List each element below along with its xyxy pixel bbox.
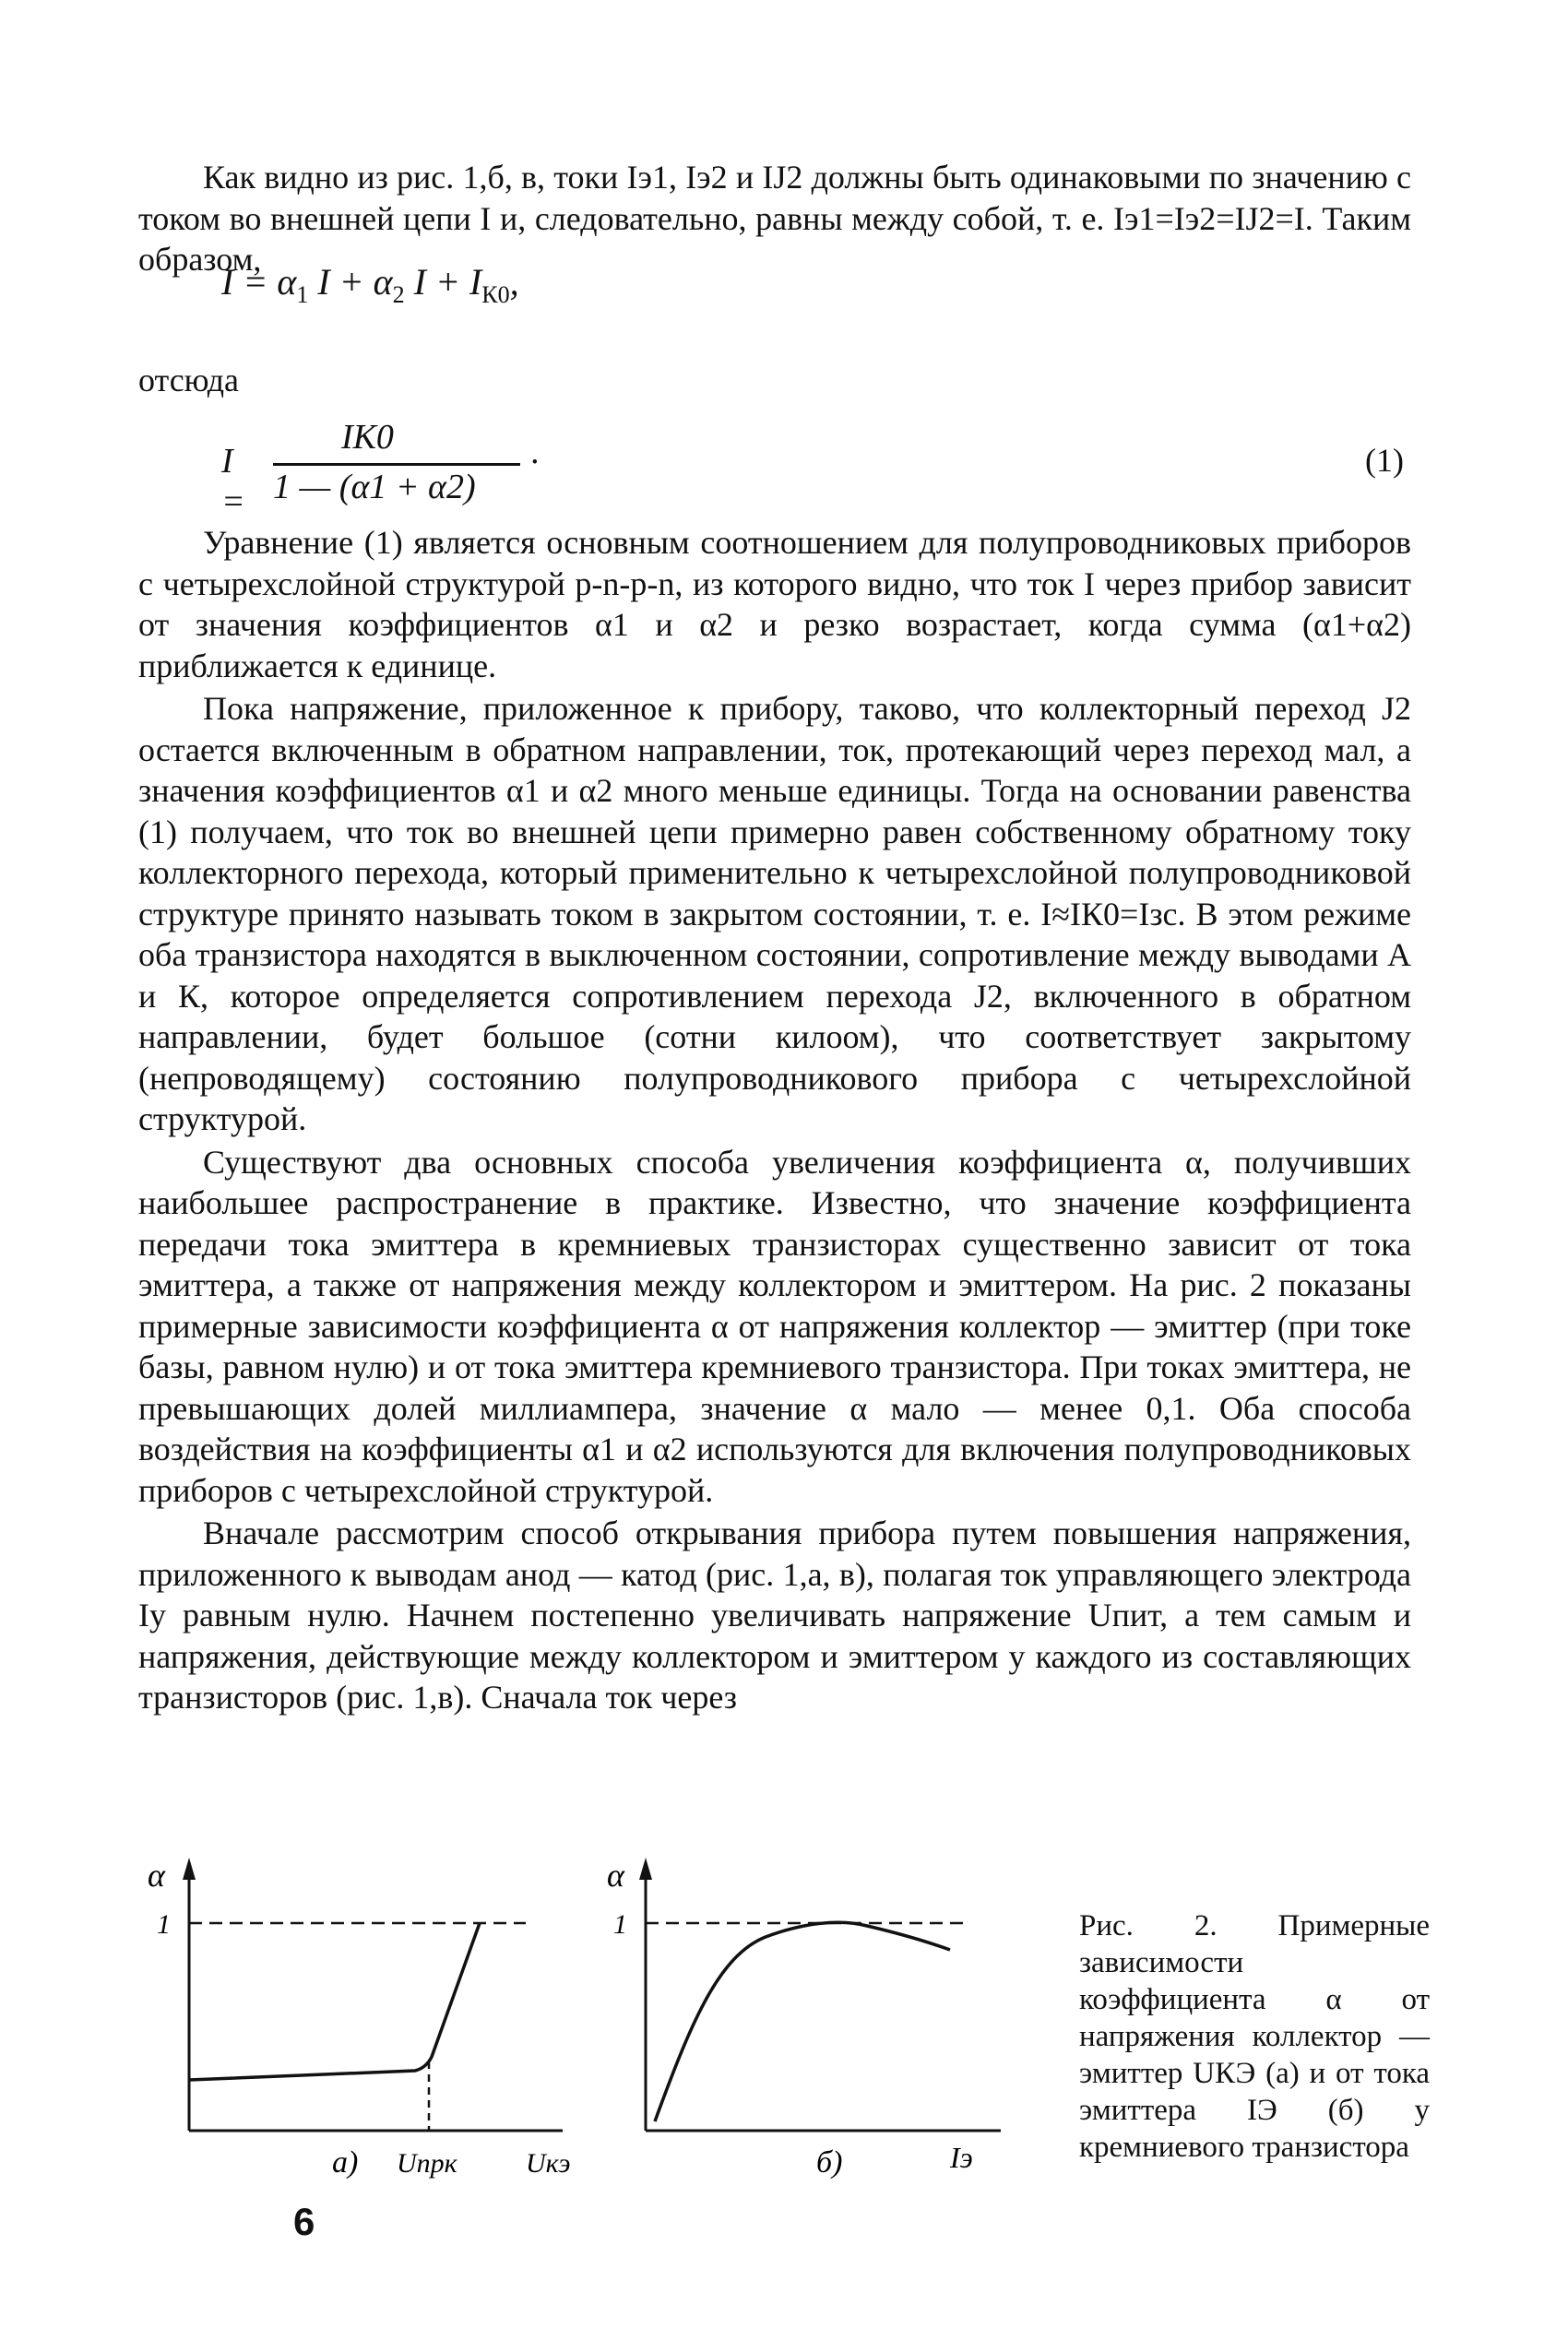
panel-b-panel-label: б): [816, 2145, 843, 2180]
eq2-numerator: IК0: [341, 418, 394, 457]
panel-b-x-label: Iэ: [950, 2141, 973, 2174]
panel-b-y-label: α: [607, 1857, 624, 1894]
eq2-denominator: 1 — (α1 + α2): [273, 468, 476, 506]
figure-2: [138, 1854, 973, 2180]
paragraph-1: Как видно из рис. 1,б, в, токи Iэ1, Iэ2 и IJ2 должны быть одинаковыми по значению с током во внешней цепи I и, следовательно, равны между собой, т. е. Iэ1=Iэ2=IJ2=I. Таким образом,: [138, 159, 1411, 278]
body-text: [138, 522, 1411, 1718]
eq2-fraction-bar: [273, 463, 520, 466]
otsyuda-block: [138, 360, 1411, 401]
eq2-lhs: I =: [221, 442, 245, 521]
eq2-dot: .: [531, 433, 540, 471]
panel-b-curve: [655, 1922, 950, 2121]
panel-a-x-label: Uкэ: [526, 2148, 571, 2179]
panel-a-curve: [189, 1923, 480, 2080]
eq1-sub-3: К0: [481, 281, 510, 308]
otsyuda-text: отсюда: [138, 362, 240, 398]
figure-panel-a: [148, 1857, 571, 2180]
panel-b-y-tick: 1: [613, 1909, 627, 1940]
figure-caption: Рис. 2. Примерные зависимости коэффициента α от напряжения коллектор — эмиттер UКЭ (а) и от тока эмиттера IЭ (б) у кремниевого транзистора: [1079, 1909, 1430, 2164]
eq1-part-c: I + I: [404, 261, 482, 303]
paragraph-5: Вначале рассмотрим способ открывания прибора путем повышения напряжения, приложенного к выводам анод — катод (рис. 1,а, в), полагая ток управляющего электрода Iу равным нулю. Начнем постепенно увеличивать напряжение Uпит, а тем самым и напряжения, действующие между коллектором и эмиттером у каждого из составляющих транзисторов (рис. 1,в). Сначала ток через: [138, 1515, 1411, 1716]
page-number: 6: [293, 2200, 315, 2243]
equation-number: (1): [1365, 442, 1404, 479]
figure-panel-b: [607, 1857, 1001, 2180]
panel-a-y-label: α: [148, 1857, 165, 1894]
panel-a-y-tick: 1: [157, 1909, 171, 1940]
paragraph-4: Существуют два основных способа увеличения коэффициента α, получивших наибольшее распространение в практике. Известно, что значение коэффициента передачи тока эмиттера в кремниевых транзисторах существенно зависит от тока эмиттера, а также от напряжения между коллектором и эмиттером. На рис. 2 показаны примерные зависимости коэффициента α от напряжения коллектор — эмиттер (при токе базы, равном нулю) и от тока эмиттера кремниевого транзистора. При токах эмиттера, не превышающих долей миллиампера, значение α мало — менее 0,1. Оба способа воздействия на коэффициенты α1 и α2 используются для включения полупроводниковых приборов с четырехслойной структурой.: [138, 1143, 1411, 1509]
eq1-sub-2: 2: [392, 281, 405, 308]
paragraph-2: Уравнение (1) является основным соотношением для полупроводниковых приборов с четырехслойной структурой p-n-p-n, из которого видно, что ток I через прибор зависит от значения коэффициентов α1 и α2 и резко возрастает, когда сумма (α1+α2) приближается к единице.: [138, 524, 1411, 684]
eq1-part-b: I + α: [308, 261, 393, 303]
eq1-part-a: I = α: [221, 261, 297, 303]
eq1-sub-1: 1: [296, 281, 309, 308]
panel-a-y-arrow: [183, 1858, 196, 1880]
panel-a-x-tick: Uпрк: [397, 2148, 457, 2179]
paragraph-3: Пока напряжение, приложенное к прибору, таково, что коллекторный переход J2 остается включенным в обратном направлении, ток, протекающий через переход мал, а значения коэффициентов α1 и α2 много меньше единицы. Тогда на основании равенства (1) получаем, что ток во внешней цепи примерно равен собственному обратному току коллекторного перехода, который применительно к четырехслойной полупроводниковой структуре принято называть током в закрытом состоянии, т. е. I≈IК0=Iзс. В этом режиме оба транзистора находятся в выключенном состоянии, сопротивление между выводами А и К, которое определяется сопротивлением перехода J2, включенного в обратном направлении, будет большое (сотни килоом), что соответствует закрытому (непроводящему) состоянию полупроводникового прибора с четырехслойной структурой.: [138, 690, 1411, 1137]
equation-1: [221, 260, 519, 309]
panel-a-panel-label: а): [332, 2145, 359, 2180]
eq1-tail: ,: [509, 261, 519, 303]
panel-b-y-arrow: [639, 1858, 652, 1880]
